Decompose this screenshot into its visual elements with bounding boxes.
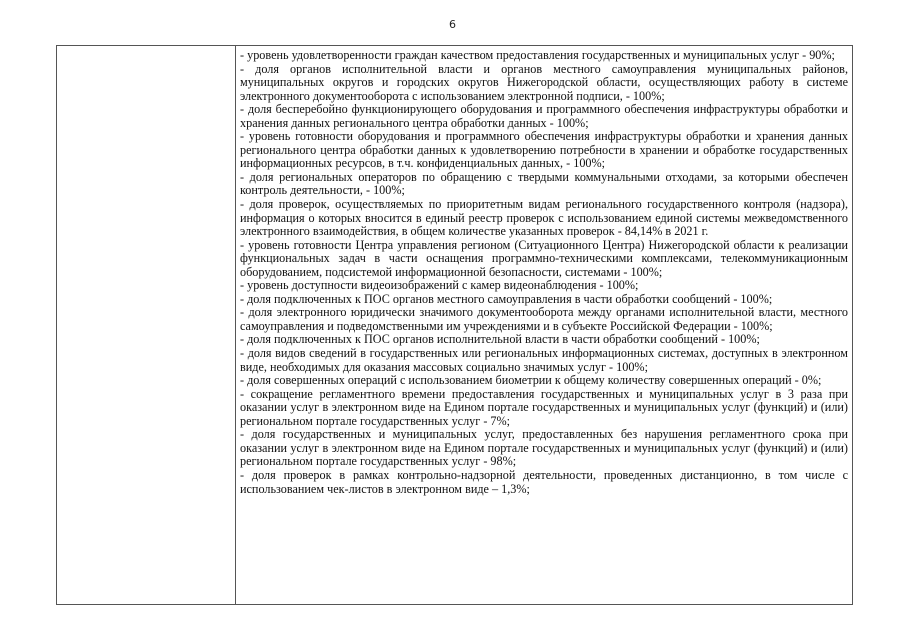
list-item: - доля проверок в рамках контрольно-надзорной деятельности, проведенных дистанционно, в том числе с использованием чек-листов в электронном виде – 1,3%; (240, 467, 848, 496)
list-item: - уровень удовлетворенности граждан качеством предоставления государственных и муниципальных услуг - 90%; (240, 48, 835, 62)
list-item: - сокращение регламентного времени предоставления государственных и муниципальных услуг в 3 раза при оказании услуг в электронном виде на Едином портале государственных и муниципальных услуг (функций) и (или) региональном портале государственных услуг - 7%; (240, 386, 848, 428)
list-item: - уровень доступности видеоизображений с камер видеонаблюдения - 100%; (240, 278, 639, 293)
list-item: - доля видов сведений в государственных или региональных информационных системах, доступных в электронном виде, необходимых для оказания массовых социально значимых услуг - 100%; (240, 346, 848, 374)
list-item: - доля совершенных операций с использованием биометрии к общему количеству совершенных операций - 0%; (240, 373, 822, 388)
page-number: 6 (449, 18, 456, 31)
list-item: - доля подключенных к ПОС органов местного самоуправления в части обработки сообщений - 100%; (240, 291, 773, 306)
list-item: - уровень готовности Центра управления регионом (Ситуационного Центра) Нижегородской области к реализации функциональных задач в части оснащения программно-техническими комплексами, телекоммуникационным оборудованием, подсистемой информационной безопасности, системами - 100%; (240, 237, 848, 279)
table-left-cell (57, 46, 236, 604)
list-item: - доля подключенных к ПОС органов исполнительной власти в части обработки сообщений - 100%; (240, 332, 760, 347)
list-item: - доля органов исполнительной власти и органов местного самоуправления муниципальных районов, муниципальных округов и городских округов Нижегородской области, осуществляющих работу в системе электронного документооборота с использованием электронной подписи, - 100%; (240, 61, 848, 103)
document-table (56, 45, 853, 605)
list-item: - доля региональных операторов по обращению с твердыми коммунальными отходами, за которыми обеспечен контроль деятельности, - 100%; (240, 169, 848, 198)
table-right-cell (236, 46, 852, 604)
list-item: - доля электронного юридически значимого документооборота между органами исполнительной власти, местного самоуправления и подведомственными им учреждениями и в субъекте Российской Федерации - 100%; (240, 305, 848, 333)
list-item: - уровень готовности оборудования и программного обеспечения инфраструктуры обработки и хранения данных регионального центра обработки данных к удовлетворению потребности в хранении и обработке государственных информационных ресурсов, в т.ч. конфиденциальных данных, - 100%; (240, 129, 848, 171)
list-item: - доля проверок, осуществляемых по приоритетным видам регионального государственного контроля (надзора), информация о которых вносится в единый реестр проверок с использованием единой системы межведомственного электронного взаимодействия, в общем количестве указанных проверок - 84,14% в 2021 г. (240, 197, 848, 239)
indicator-list (240, 49, 848, 496)
list-item: - доля государственных и муниципальных услуг, предоставленных без нарушения регламентного срока при оказании услуг в электронном виде на Едином портале государственных и муниципальных услуг (функций) и (или) региональном портале государственных услуг - 98%; (240, 427, 848, 469)
list-item: - доля бесперебойно функционирующего оборудования и программного обеспечения инфраструктуры обработки и хранения данных регионального центра обработки данных - 100%; (240, 102, 848, 130)
